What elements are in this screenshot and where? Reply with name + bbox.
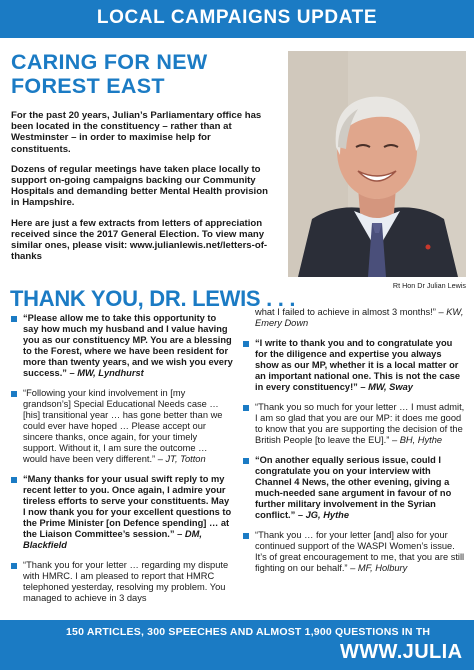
bullet-square-icon — [243, 307, 255, 329]
quote-text: “Following your kind involvement in [my grandson’s] Special Educational Needs case … [his] transitional year … has gone better than we could ever have hoped … Please accept our sincere thanks, once again, for your timely support. Without it, I am sure the outcome … would have been very different.” — [23, 388, 223, 464]
quote-text: what I failed to achieve in almost 3 months!” — [255, 307, 436, 317]
quote-attribution: – MW, Lyndhurst — [66, 368, 144, 378]
quote-item — [11, 474, 233, 551]
thanks-heading: THANK YOU, DR. LEWIS . . . — [10, 286, 296, 311]
quotes-right-column — [243, 307, 465, 583]
header-banner — [0, 0, 474, 38]
intro-paragraph-2: Dozens of regular meetings have taken place locally to support on-going campaigns backing our Community Hospitals and demanding better Mental Health provision in Hampshire. — [11, 163, 268, 209]
quote-body — [23, 388, 233, 465]
bullet-square-icon — [243, 530, 255, 574]
article-intro — [11, 110, 273, 271]
quote-text: “On another equally serious issue, could I congratulate you on your interview with Channel 4 News, the other evening, giving a much-needed sane argument in favour of no further military involvement in the Syrian conflict.” — [255, 455, 452, 520]
quote-text: “Thank you for your letter … regarding my dispute with HMRC. I am pleased to report that HMRC telephoned yesterday, resolving my problem. You managed to achieve in 3 days — [23, 560, 229, 603]
intro-paragraph-1: For the past 20 years, Julian’s Parliamentary office has been located in the constituency – rather than at Westminster – in order to maximise help for constituents. — [11, 110, 262, 155]
quote-attribution: – JT, Totton — [155, 454, 206, 464]
quote-item — [11, 388, 233, 465]
quote-body — [23, 313, 233, 379]
photo-caption: Rt Hon Dr Julian Lewis — [392, 281, 466, 290]
quote-attribution: – MW, Sway — [357, 382, 413, 392]
portrait-illustration — [288, 51, 466, 277]
bullet-square-icon — [243, 402, 255, 446]
quote-item — [243, 402, 465, 446]
quote-attribution: – MF, Holbury — [347, 563, 408, 573]
quote-text: “Thank you so much for your letter … I must admit, I am so glad that you are our MP: it does me good to know that you are supporting the decision of the British People [to leave the EU].” — [255, 402, 465, 445]
quote-attribution: – KW, Emery Down — [255, 307, 464, 328]
quote-item — [243, 455, 465, 521]
quote-item — [243, 307, 465, 329]
quote-item — [243, 530, 465, 574]
bullet-square-icon — [243, 338, 255, 393]
intro-paragraph-3: Here are just a few extracts from letters of appreciation received since the 2017 General Election. To view many similar ones, please visit: www.julianlewis.net/letters-of-thanks — [11, 217, 268, 263]
quote-body — [255, 307, 465, 329]
article-heading: CARING FOR NEW FOREST EAST — [11, 50, 208, 98]
quote-body — [23, 560, 233, 604]
quote-body — [255, 455, 465, 521]
quote-attribution: – JG, Hythe — [295, 510, 350, 520]
bullet-square-icon — [11, 474, 23, 551]
footer-stats: 150 ARTICLES, 300 SPEECHES AND ALMOST 1,900 QUESTIONS IN TH — [66, 626, 431, 638]
quote-body — [255, 338, 465, 393]
quote-text: “Thank you … for your letter [and] also for your continued support of the WASPI Women’s issue. It’s of great encouragement to me, that you are still fighting on our behalf.” — [255, 530, 465, 573]
portrait-photo — [288, 51, 466, 277]
quote-item — [11, 313, 233, 379]
quote-body — [23, 474, 233, 551]
footer-banner — [0, 620, 474, 670]
quote-attribution: – DM, Blackfield — [23, 529, 202, 550]
footer-url: WWW.JULIA — [340, 641, 463, 663]
quote-item — [11, 560, 233, 604]
quote-item — [243, 338, 465, 393]
bullet-square-icon — [11, 560, 23, 604]
quote-text: “I write to thank you and to congratulate you for the diligence and expertise you always show as our MP, whether it is a local matter or an important national one. This is not the case in every constituency!” — [255, 338, 461, 392]
quotes-left-column — [11, 313, 233, 613]
quote-attribution: – BH, Hythe — [389, 435, 443, 445]
quote-text: “Many thanks for your usual swift reply to my recent letter to you. Once again, I admire your tireless efforts to serve your constituents. May I now thank you for your excellent questions to the Prime Minister [on Defence spending] … at the Liaison Committee’s session.” — [23, 474, 232, 539]
bullet-square-icon — [11, 313, 23, 379]
bullet-square-icon — [11, 388, 23, 465]
bullet-square-icon — [243, 455, 255, 521]
quote-text: “Please allow me to take this opportunity to say how much my husband and I value having you as our constituency MP. You are a blessing to the Forest, where we have been resident for more than twenty years, and we wish you every success.” — [23, 313, 233, 378]
quote-body — [255, 402, 465, 446]
header-title: LOCAL CAMPAIGNS UPDATE — [96, 7, 378, 28]
quote-body — [255, 530, 465, 574]
